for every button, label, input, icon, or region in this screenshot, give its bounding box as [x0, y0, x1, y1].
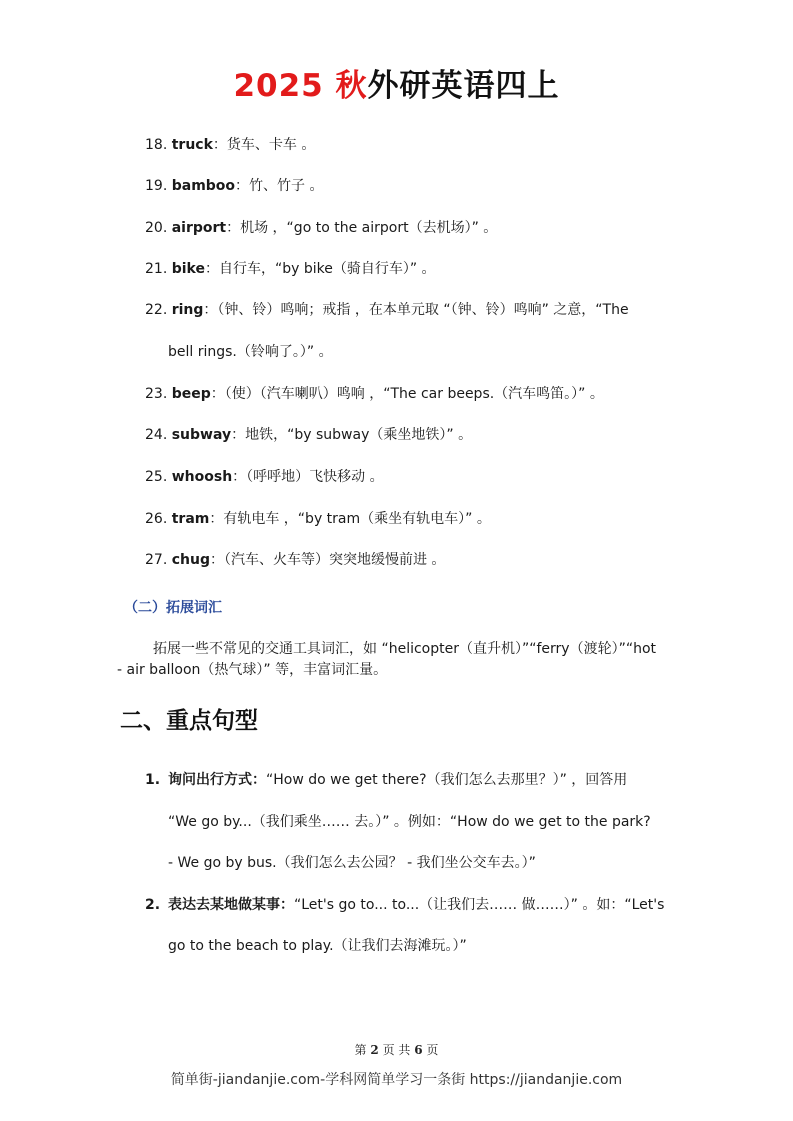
- vocab-definition: ：自行车，“by bike（骑自行车）” 。: [204, 261, 436, 277]
- sentence-text-cont: go to the beach to play.（让我们去海滩玩。）”: [168, 938, 467, 954]
- vocab-number: 24.: [145, 427, 168, 443]
- vocab-item: [145, 384, 685, 404]
- vocab-definition: ：（钟、铃）鸣响；戒指 ，在本单元取 “（钟、铃）鸣响” 之意，“The: [203, 302, 629, 318]
- vocab-word: whoosh: [171, 469, 233, 485]
- title-season: 秋: [335, 68, 368, 104]
- vocab-item: [145, 509, 685, 529]
- site-footer: 简单街-jiandanjie.com-学科网简单学习一条街 https://jiandanjie.com: [170, 1072, 623, 1088]
- vocab-word: chug: [171, 552, 210, 568]
- sentence-text-cont: “We go by...（我们乘坐…… 去。）” 。例如：“How do we get to the park?: [168, 814, 651, 830]
- sentence-number: 2.: [145, 897, 161, 913]
- extended-vocab-line-2: - air balloon（热气球）” 等，丰富词汇量。: [117, 662, 388, 678]
- vocab-item-continuation: [145, 342, 685, 362]
- vocab-item: [145, 550, 685, 570]
- vocab-word: bike: [171, 261, 205, 277]
- vocab-definition: ：货车、卡车 。: [212, 137, 316, 153]
- vocab-word: ring: [171, 302, 204, 318]
- vocab-word: tram: [171, 511, 210, 527]
- vocab-word: beep: [171, 386, 211, 402]
- vocab-item: [145, 300, 685, 320]
- page-label-prefix: 第: [354, 1043, 367, 1057]
- sentence-item: [145, 895, 685, 915]
- vocab-definition-cont: bell rings.（铃响了。）” 。: [168, 344, 333, 360]
- sentence-line: [145, 853, 685, 873]
- sentence-number: 1.: [145, 772, 161, 788]
- page-label-suffix: 页: [426, 1043, 439, 1057]
- vocab-item: [145, 467, 685, 487]
- vocab-word: airport: [171, 220, 227, 236]
- vocab-definition: ：机场 ，“go to the airport（去机场）” 。: [226, 220, 498, 236]
- vocab-definition: ：（使）（汽车喇叭）鸣响 ，“The car beeps.（汽车鸣笛。）” 。: [210, 386, 604, 402]
- sentence-line: [145, 812, 685, 832]
- vocab-definition: ：（汽车、火车等）突突地缓慢前进 。: [209, 552, 446, 568]
- vocab-word: subway: [171, 427, 232, 443]
- extended-vocab-line-1: 拓展一些不常见的交通工具词汇，如 “helicopter（直升机）”“ferry（渡轮）”“hot: [153, 641, 657, 657]
- section-title: 二、重点句型: [120, 708, 258, 734]
- vocab-number: 22.: [145, 302, 168, 318]
- vocab-number: 20.: [145, 220, 168, 236]
- current-page: 2: [370, 1043, 379, 1057]
- sentence-item: [145, 770, 685, 790]
- sentence-label: 询问出行方式：: [168, 772, 266, 788]
- vocab-definition: ：（呼呼地）飞快移动 。: [232, 469, 384, 485]
- vocab-definition: ：地铁，“by subway（乘坐地铁）” 。: [231, 427, 473, 443]
- vocab-definition: ：竹、竹子 。: [235, 178, 324, 194]
- vocab-number: 25.: [145, 469, 168, 485]
- vocab-item: [145, 425, 685, 445]
- vocab-item: [145, 135, 685, 155]
- vocab-word: bamboo: [171, 178, 236, 194]
- sentence-text-cont: - We go by bus.（我们怎么去公园？ - 我们坐公交车去。）”: [168, 855, 536, 871]
- sentence-label: 表达去某地做某事：: [168, 897, 294, 913]
- vocab-number: 18.: [145, 137, 168, 153]
- vocab-number: 21.: [145, 261, 168, 277]
- vocab-item: [145, 259, 685, 279]
- page-label-mid: 页 共: [382, 1043, 411, 1057]
- extended-vocab-heading: （二）拓展词汇: [124, 600, 222, 616]
- sentence-text: “Let's go to... to...（让我们去…… 做……）” 。如：“Let's: [294, 897, 665, 913]
- page-number: [0, 1041, 793, 1058]
- vocab-item: [145, 218, 685, 238]
- vocab-number: 27.: [145, 552, 168, 568]
- sentence-text: “How do we get there?（我们怎么去那里？）” ，回答用: [266, 772, 628, 788]
- page-title: [0, 60, 793, 105]
- vocab-item: [145, 176, 685, 196]
- title-rest: 外研英语四上: [367, 68, 560, 104]
- title-year: 2025: [233, 68, 324, 104]
- total-pages: 6: [414, 1043, 423, 1057]
- vocab-word: truck: [171, 137, 213, 153]
- vocab-number: 23.: [145, 386, 168, 402]
- vocab-number: 26.: [145, 511, 168, 527]
- sentence-line: [145, 936, 685, 956]
- vocab-number: 19.: [145, 178, 168, 194]
- vocab-definition: ：有轨电车 ，“by tram（乘坐有轨电车）” 。: [209, 511, 491, 527]
